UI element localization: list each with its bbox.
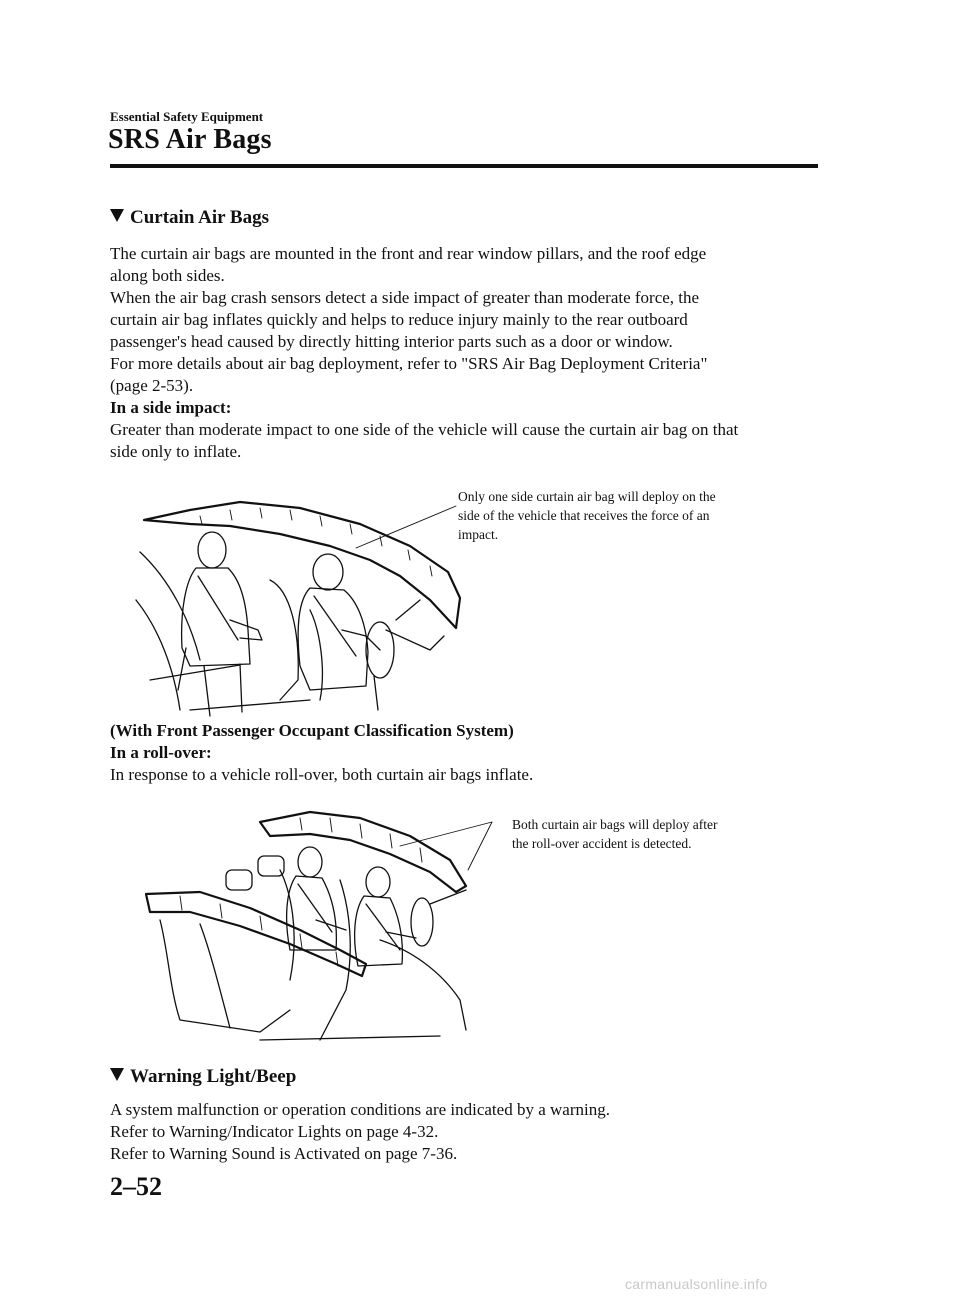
side-impact-label: In a side impact: [110, 398, 232, 417]
curtain-heading-text: Curtain Air Bags [130, 207, 270, 228]
paragraph-line: curtain air bag inflates quickly and helps to reduce injury mainly to the rear outboard [110, 310, 688, 329]
triangle-bullet-icon [110, 1068, 124, 1081]
paragraph-line: passenger's head caused by directly hitting interior parts such as a door or window. [110, 332, 673, 351]
figure1-callout-line: Only one side curtain air bag will deploy on the [458, 489, 716, 504]
watermark: carmanualsonline.info [625, 1276, 768, 1292]
page-number: 2–52 [110, 1172, 162, 1201]
figure2-callout-line: Both curtain air bags will deploy after [512, 817, 718, 832]
side-impact-line: side only to inflate. [110, 442, 242, 461]
paragraph-line: The curtain air bags are mounted in the front and rear window pillars, and the roof edge [110, 244, 707, 263]
paragraph-line: When the air bag crash sensors detect a side impact of greater than moderate force, the [110, 288, 700, 307]
section-label: Essential Safety Equipment [110, 109, 264, 124]
page-title: SRS Air Bags [108, 124, 272, 155]
paragraph-line: (page 2-53). [110, 376, 194, 395]
side-impact-line: Greater than moderate impact to one side of the vehicle will cause the curtain air bag on that [110, 420, 739, 439]
warning-line: Refer to Warning Sound is Activated on page 7-36. [110, 1144, 458, 1163]
figure1-callout-line: impact. [458, 527, 499, 542]
rollover-text: In response to a vehicle roll-over, both curtain air bags inflate. [110, 765, 534, 784]
paragraph-line: For more details about air bag deployment, refer to "SRS Air Bag Deployment Criteria" [110, 354, 708, 373]
warning-light-beep-heading [110, 1066, 296, 1088]
figure2-callout-line: the roll-over accident is detected. [512, 836, 692, 851]
rollover-label: In a roll-over: [110, 743, 212, 762]
warning-line: A system malfunction or operation conditions are indicated by a warning. [110, 1100, 610, 1119]
figure1-caption: (With Front Passenger Occupant Classification System) [110, 721, 514, 740]
paragraph-line: along both sides. [110, 266, 225, 285]
figure1-callout-line: side of the vehicle that receives the force of an [458, 508, 710, 523]
warning-line: Refer to Warning/Indicator Lights on page 4-32. [110, 1122, 439, 1141]
warning-heading-text: Warning Light/Beep [130, 1066, 297, 1087]
